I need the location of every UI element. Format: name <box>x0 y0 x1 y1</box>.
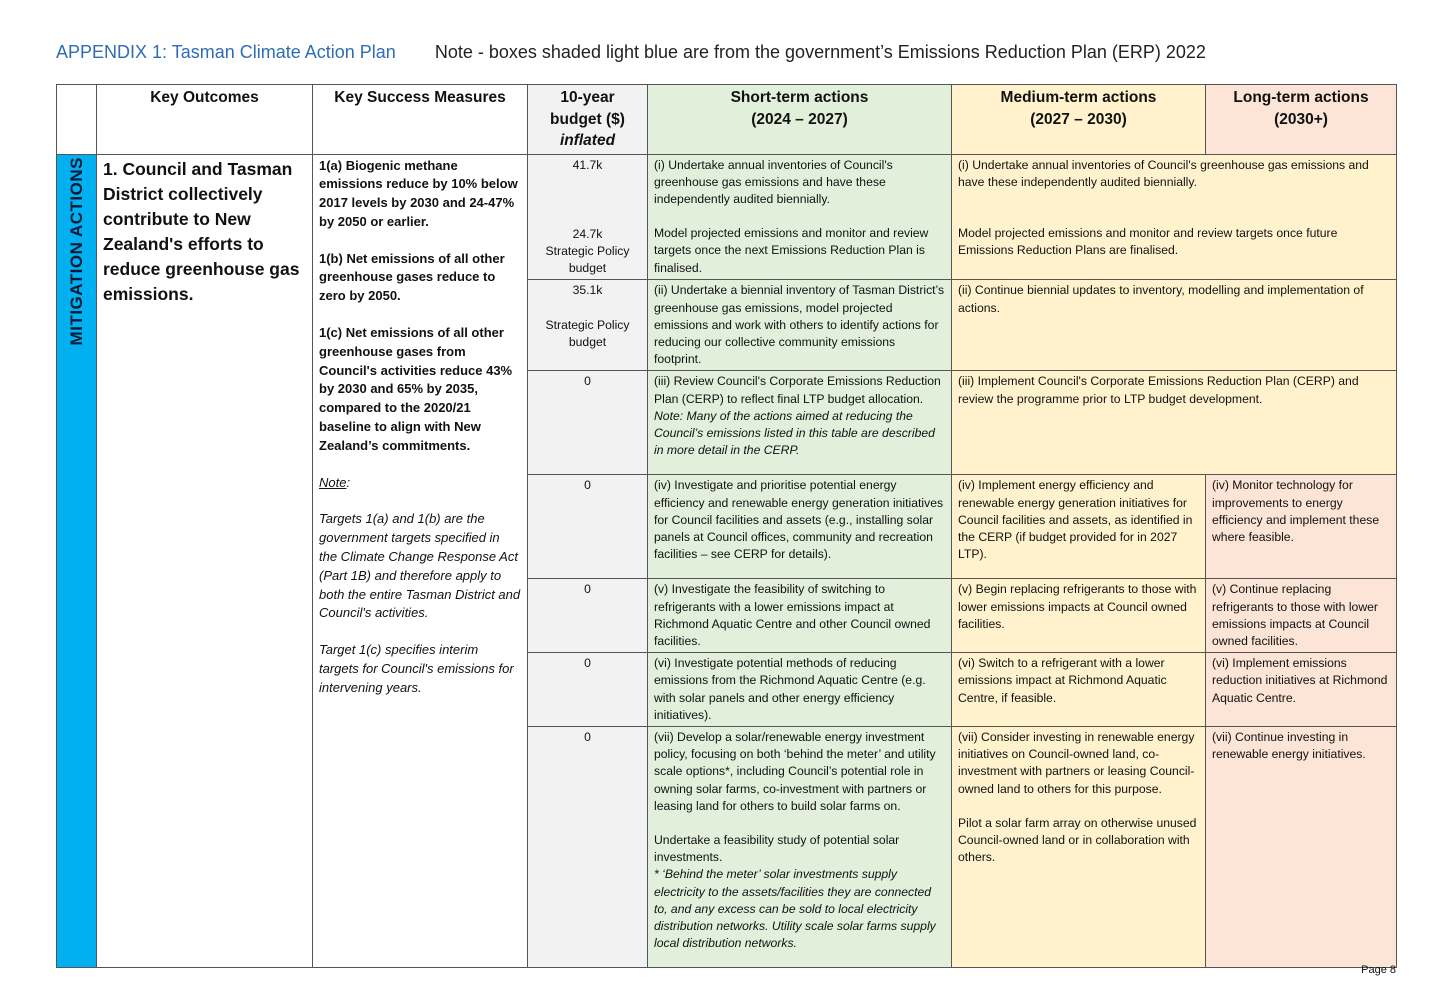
note-label: Note <box>319 474 347 490</box>
medium-term-cell: (vii) Consider investing in renewable energy initiatives on Council-owned land, co-investment with partners or leasing Council-owned land to others for this purpose. Pilot a solar farm array on otherwise unused Council-owned land or in collaboration with others. <box>952 726 1206 967</box>
page-title <box>56 42 1206 63</box>
budget-cell: 35.1k Strategic Policy budget <box>528 280 648 371</box>
key-success-measures: 1(a) Biogenic methane emissions reduce by 10% below 2017 levels by 2030 and 24-47% by 2050 or earlier. 1(b) Net emissions of all other greenhouse gases reduce to zero by 2050. 1(c) Net emissions of all other greenhouse gases from Council's activities reduce 43% by 2030 and 65% by 2035, compared to the 2020/21 baseline to align with New Zealand’s commitments. Note: Targets 1(a) and 1(b) are the government targets specified in the Climate Change Response Act (Part 1B) and therefore apply to both the entire Tasman District and Council's activities. Target 1(c) specifies interim targets for Council's emissions for intervening years. <box>313 154 528 967</box>
measure-1b: 1(b) Net emissions of all other greenhouse gases reduce to zero by 2050. <box>319 250 505 304</box>
page-number: Page 8 <box>1361 964 1396 976</box>
budget-cell: 41.7k 24.7k Strategic Policy budget <box>528 154 648 280</box>
short-term-cell: (ii) Undertake a biennial inventory of Tasman District’s greenhouse gas emissions, model projected emissions and work with others to identify actions for reducing our collective community emissions footprint. <box>648 280 952 371</box>
medium-term-cell: (v) Begin replacing refrigerants to those with lower emissions impacts at Council owned facilities. <box>952 579 1206 653</box>
measure-note-1: Targets 1(a) and 1(b) are the government targets specified in the Climate Change Response Act (Part 1B) and therefore apply to both the entire Tasman District and Council's activities. <box>319 511 521 621</box>
medium-long-term-cell: (ii) Continue biennial updates to inventory, modelling and implementation of actions. <box>952 280 1397 371</box>
short-term-cell: (vii) Develop a solar/renewable energy investment policy, focusing on both ‘behind the meter’ and utility scale options*, including Council’s potential role in owning solar farms, co-investment with partners or leasing land for others to build solar farms on. Undertake a feasibility study of potential solar investments. * ‘Behind the meter’ solar investments supply electricity to the assets/facilities they are connected to, and any excess can be sold to local electricity distribution networks. Utility scale solar farms supply local distribution networks. <box>648 726 952 967</box>
medium-term-cell: (vi) Switch to a refrigerant with a lower emissions impact at Richmond Aquatic Centre, if feasible. <box>952 653 1206 727</box>
corner-cell <box>57 85 97 155</box>
mitigation-actions-label: MITIGATION ACTIONS <box>57 154 97 967</box>
measure-1a: 1(a) Biogenic methane emissions reduce by 10% below 2017 levels by 2030 and 24-47% by 2050 or earlier. <box>319 157 518 229</box>
long-term-cell: (vii) Continue investing in renewable energy initiatives. <box>1206 726 1397 967</box>
header-row <box>57 85 1397 155</box>
long-term-cell: (vi) Implement emissions reduction initiatives at Richmond Aquatic Centre. <box>1206 653 1397 727</box>
budget-cell: 0 <box>528 579 648 653</box>
long-term-cell: (v) Continue replacing refrigerants to those with lower emissions impacts at Council owned facilities. <box>1206 579 1397 653</box>
appendix-title: APPENDIX 1: Tasman Climate Action Plan <box>56 42 396 62</box>
medium-term-cell: (iv) Implement energy efficiency and renewable energy generation initiatives for Council facilities and assets, as identified in the CERP (if budget provided for in 2027 LTP). <box>952 475 1206 579</box>
col-medium-term: Medium-term actions (2027 – 2030) <box>952 85 1206 155</box>
budget-cell: 0 <box>528 653 648 727</box>
medium-long-term-cell: (i) Undertake annual inventories of Council's greenhouse gas emissions and have these independently audited biennially. Model projected emissions and monitor and review targets once future Emissions Reduction Plans are finalised. <box>952 154 1397 280</box>
short-term-cell: (i) Undertake annual inventories of Council's greenhouse gas emissions and have these independently audited biennially. Model projected emissions and monitor and review targets once the next Emissions Reduction Plan is finalised. <box>648 154 952 280</box>
measure-1c: 1(c) Net emissions of all other greenhouse gases from Council's activities reduce 43% by 2030 and 65% by 2035, compared to the 2020/21 baseline to align with New Zealand’s commitments. <box>319 325 513 453</box>
col-budget: 10-year budget ($) inflated <box>528 85 648 155</box>
short-term-cell: (iv) Investigate and prioritise potential energy efficiency and renewable energy generation initiatives for Council facilities and assets (e.g., installing solar panels at Council offices, community and recreation facilities – see CERP for details). <box>648 475 952 579</box>
short-term-cell: (iii) Review Council's Corporate Emissions Reduction Plan (CERP) to reflect final LTP budget allocation. Note: Many of the actions aimed at reducing the Council’s emissions listed in this table are described in more detail in the CERP. <box>648 371 952 475</box>
budget-cell: 0 <box>528 726 648 967</box>
budget-cell: 0 <box>528 475 648 579</box>
header-note: Note - boxes shaded light blue are from the government’s Emissions Reduction Plan (ERP) 2022 <box>434 42 1206 62</box>
measure-note-2: Target 1(c) specifies interim targets for Council's emissions for intervening years. <box>319 642 514 695</box>
short-term-cell: (vi) Investigate potential methods of reducing emissions from the Richmond Aquatic Centre (e.g. with solar panels and other energy efficiency initiatives). <box>648 653 952 727</box>
short-term-cell: (v) Investigate the feasibility of switching to refrigerants with a lower emissions impact at Richmond Aquatic Centre and other Council owned facilities. <box>648 579 952 653</box>
climate-action-table <box>56 84 1397 968</box>
long-term-cell: (iv) Monitor technology for improvements to energy efficiency and implement these where feasible. <box>1206 475 1397 579</box>
col-key-success-measures: Key Success Measures <box>313 85 528 155</box>
medium-long-term-cell: (iii) Implement Council's Corporate Emissions Reduction Plan (CERP) and review the programme prior to LTP budget development. <box>952 371 1397 475</box>
col-key-outcomes: Key Outcomes <box>97 85 313 155</box>
col-short-term: Short-term actions (2024 – 2027) <box>648 85 952 155</box>
budget-cell: 0 <box>528 371 648 475</box>
table-row <box>57 154 1397 280</box>
key-outcome: 1. Council and Tasman District collectively contribute to New Zealand's efforts to reduce greenhouse gas emissions. <box>97 154 313 967</box>
col-long-term: Long-term actions (2030+) <box>1206 85 1397 155</box>
